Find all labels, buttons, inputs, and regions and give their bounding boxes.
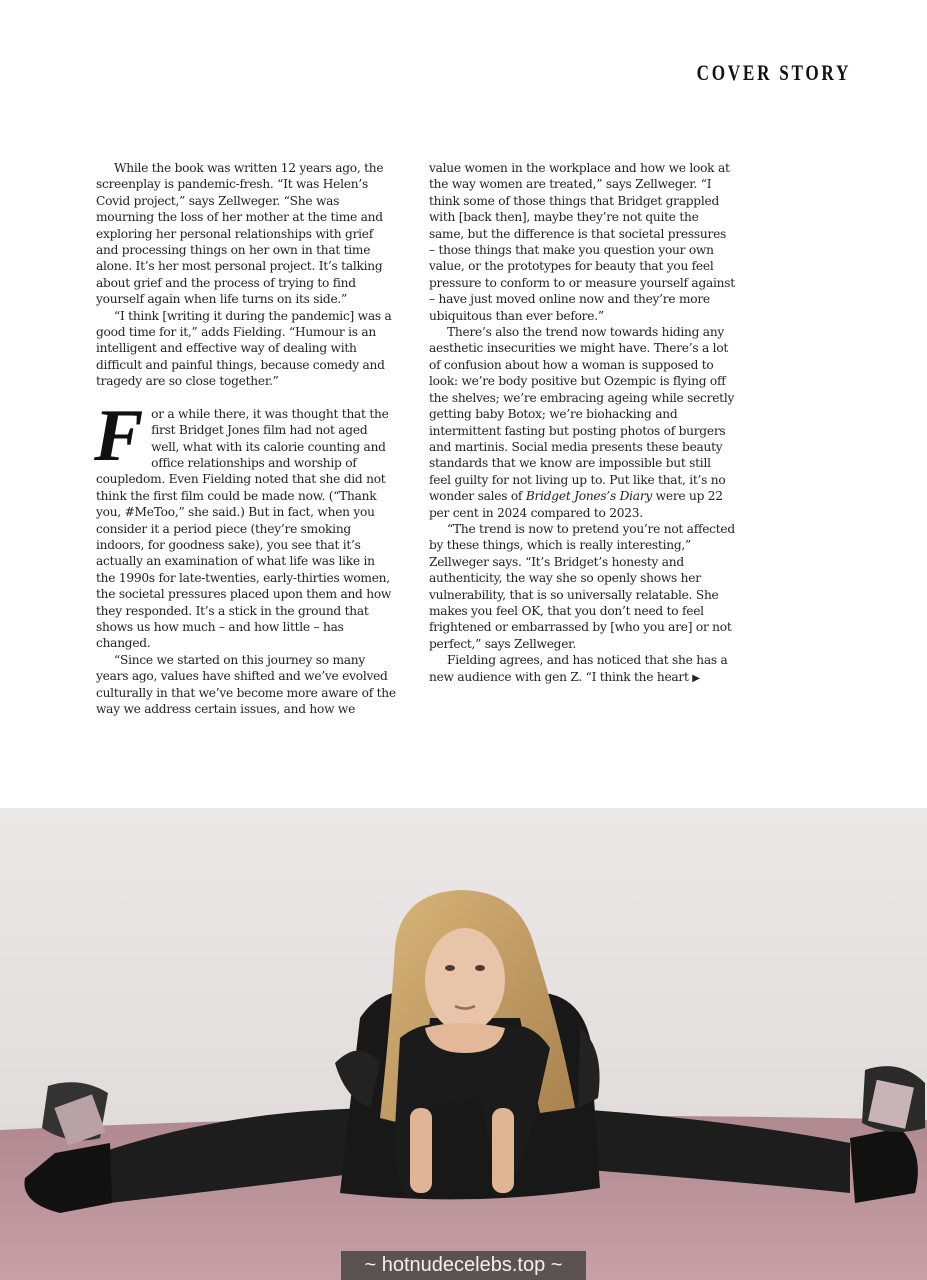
watermark: ~ hotnudecelebs.top ~ — [341, 1251, 586, 1280]
cover-photo — [0, 808, 927, 1280]
forearm-left — [410, 1108, 432, 1193]
forearm-right — [492, 1108, 514, 1193]
photo-illustration — [0, 808, 927, 1280]
paragraph — [429, 324, 735, 521]
paragraph-text: Fielding agrees, and has noticed that she has a new audience with gen Z. “I think the heart — [429, 653, 728, 684]
paragraph-text: were up 22 per cent in 2024 compared to 2023. — [429, 489, 723, 520]
article-column-left — [96, 160, 396, 717]
paragraph: value women in the workplace and how we look at the way women are treated,” says Zellweger. “I think some of those things that Bridget grappled with [back then], maybe they’re not quite the same, but the difference is that societal pressures – those things that make you question your own value, or the prototypes for beauty that you feel pressure to conform to or measure yourself against – have just moved online now and they’re more ubiquitous than ever before.” — [429, 161, 735, 323]
eye-right — [475, 965, 485, 971]
section-label: COVER STORY — [696, 60, 851, 85]
paragraph: “Since we started on this journey so many years ago, values have shifted and we’ve evolved culturally in that we’ve become more aware of the way we address certain issues, and how we — [96, 652, 396, 716]
book-title: Bridget Jones’s Diary — [525, 489, 653, 504]
drop-cap: F — [94, 394, 144, 477]
paragraph: While the book was written 12 years ago, the screenplay is pandemic-fresh. “It was Helen’s Covid project,” says Zellweger. “She was mourning the loss of her mother at the time and exploring her personal relationships with grief and processing things on her own in that time alone. It’s her most personal project. It’s talking about grief and the process of trying to find yourself again when life turns on its side.” — [96, 161, 384, 307]
right-shoe — [850, 1128, 918, 1203]
paragraph-text: There’s also the trend now towards hiding any aesthetic insecurities we might have. There’s a lot of confusion about how a woman is supposed to look: we’re body positive but Ozempic is flying off the shelves; we’re embracing ageing while secretly getting baby Botox; we’re biohacking and intermittent fasting but posting photos of burgers and martinis. Social media presents these beauty standards that we know are impossible but still feel guilty for not living up to. Put like that, it’s no wonder sales of — [429, 325, 735, 504]
paragraph — [429, 652, 735, 687]
paragraph-text: or a while there, it was thought that the first Bridget Jones film had not aged well, what with its calorie counting and office relationships and worship of coupledom. Even Fielding noted that she did not think the first film could be made now. (“Thank you, #MeToo,” she said.) But in fact, when you consider it a period piece (they’re smoking indoors, for goodness sake), you see that it’s actually an examination of what life was like in the 1990s for late-twenties, early-thirties women, the societal pressures placed upon them and how they responded. It’s a stick in the ground that shows us how much – and how little – has changed. — [96, 406, 392, 651]
continue-arrow-icon: ▶ — [692, 672, 700, 684]
eye-left — [445, 965, 455, 971]
paragraph-dropcap — [94, 394, 396, 652]
paragraph: “The trend is now to pretend you’re not affected by these things, which is really interesting,” Zellweger says. “It’s Bridget’s honesty and authenticity, the way she so openly shows her vulnerability, that is so universally relatable. She makes you feel OK, that you don’t need to feel frightened or embarrassed by [who you are] or not perfect,” says Zellweger. — [429, 521, 735, 651]
paragraph: “I think [writing it during the pandemic] was a good time for it,” adds Fielding. “Humour is an intelligent and effective way of dealing with difficult and painful things, because comedy and tragedy are so close together.” — [96, 308, 392, 389]
article-column-right — [429, 160, 735, 687]
face — [425, 928, 505, 1032]
